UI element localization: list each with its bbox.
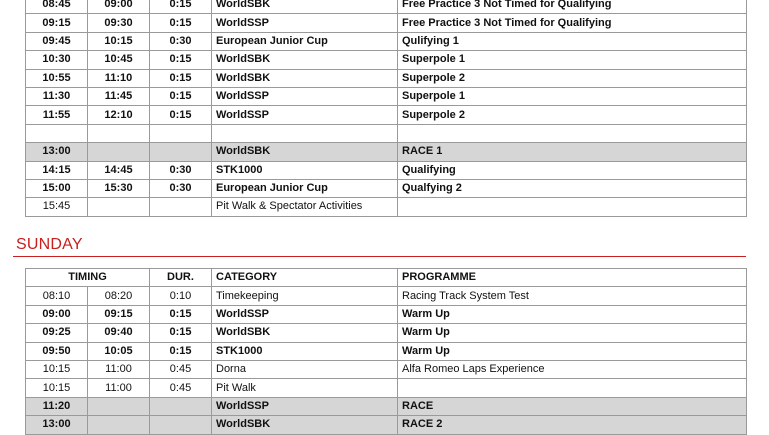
programme-cell (398, 124, 747, 142)
programme-cell: Superpole 1 (398, 87, 747, 105)
table-row (26, 342, 747, 360)
start-time-cell: 14:15 (26, 161, 88, 179)
end-time-cell: 14:45 (88, 161, 150, 179)
start-time-cell: 13:00 (26, 416, 88, 434)
programme-cell: Superpole 2 (398, 69, 747, 87)
end-time-cell: 10:05 (88, 342, 150, 360)
end-time-cell (88, 397, 150, 415)
header-duration: DUR. (150, 269, 212, 287)
start-time-cell: 09:15 (26, 14, 88, 32)
header-category: CATEGORY (212, 269, 398, 287)
sunday-schedule-body (26, 287, 747, 434)
table-row (26, 179, 747, 197)
end-time-cell: 12:10 (88, 106, 150, 124)
category-cell: Timekeeping (212, 287, 398, 305)
header-programme: PROGRAMME (398, 269, 747, 287)
duration-cell: 0:15 (150, 51, 212, 69)
programme-cell: Superpole 2 (398, 106, 747, 124)
duration-cell: 0:15 (150, 324, 212, 342)
programme-cell: Free Practice 3 Not Timed for Qualifying (398, 14, 747, 32)
category-cell: STK1000 (212, 161, 398, 179)
header-timing: TIMING (26, 269, 150, 287)
start-time-cell: 11:55 (26, 106, 88, 124)
category-cell: European Junior Cup (212, 32, 398, 50)
table-row (26, 161, 747, 179)
table-row (26, 305, 747, 323)
end-time-cell (88, 124, 150, 142)
duration-cell: 0:30 (150, 161, 212, 179)
category-cell: WorldSBK (212, 69, 398, 87)
duration-cell (150, 124, 212, 142)
end-time-cell: 09:30 (88, 14, 150, 32)
end-time-cell: 11:10 (88, 69, 150, 87)
table-header-row (26, 269, 747, 287)
category-cell: WorldSBK (212, 324, 398, 342)
table-row (26, 51, 747, 69)
programme-cell (398, 379, 747, 397)
category-cell: WorldSSP (212, 305, 398, 323)
category-cell: European Junior Cup (212, 179, 398, 197)
duration-cell: 0:45 (150, 360, 212, 378)
start-time-cell: 11:20 (26, 397, 88, 415)
category-cell: WorldSSP (212, 14, 398, 32)
start-time-cell: 10:15 (26, 360, 88, 378)
duration-cell: 0:15 (150, 87, 212, 105)
duration-cell: 0:15 (150, 69, 212, 87)
end-time-cell: 09:40 (88, 324, 150, 342)
duration-cell: 0:15 (150, 342, 212, 360)
category-cell: WorldSSP (212, 397, 398, 415)
table-row (26, 397, 747, 415)
table-row (26, 360, 747, 378)
table-row (26, 69, 747, 87)
table-row (26, 32, 747, 50)
duration-cell: 0:30 (150, 32, 212, 50)
end-time-cell: 10:15 (88, 32, 150, 50)
category-cell: WorldSBK (212, 0, 398, 14)
category-cell: Dorna (212, 360, 398, 378)
end-time-cell: 11:45 (88, 87, 150, 105)
start-time-cell: 08:10 (26, 287, 88, 305)
programme-cell: RACE 2 (398, 416, 747, 434)
start-time-cell: 08:45 (26, 0, 88, 14)
category-cell: WorldSSP (212, 106, 398, 124)
category-cell: WorldSBK (212, 51, 398, 69)
end-time-cell (88, 416, 150, 434)
table-row (26, 416, 747, 434)
table-row (26, 106, 747, 124)
category-cell: STK1000 (212, 342, 398, 360)
programme-cell: Qulifying 1 (398, 32, 747, 50)
programme-cell: Free Practice 3 Not Timed for Qualifying (398, 0, 747, 14)
start-time-cell: 10:30 (26, 51, 88, 69)
start-time-cell: 09:45 (26, 32, 88, 50)
programme-cell: RACE (398, 397, 747, 415)
end-time-cell: 11:00 (88, 360, 150, 378)
programme-cell: Warm Up (398, 324, 747, 342)
end-time-cell: 15:30 (88, 179, 150, 197)
programme-cell: Qualfying 2 (398, 179, 747, 197)
table-row (26, 379, 747, 397)
table-row (26, 14, 747, 32)
table-row (26, 124, 747, 142)
duration-cell: 0:15 (150, 305, 212, 323)
duration-cell: 0:15 (150, 106, 212, 124)
table-row (26, 143, 747, 161)
start-time-cell: 15:00 (26, 179, 88, 197)
category-cell: Pit Walk (212, 379, 398, 397)
start-time-cell: 11:30 (26, 87, 88, 105)
duration-cell (150, 143, 212, 161)
saturday-schedule-body (26, 0, 747, 216)
start-time-cell (26, 124, 88, 142)
section-divider (13, 256, 746, 257)
duration-cell: 0:45 (150, 379, 212, 397)
programme-cell: Warm Up (398, 342, 747, 360)
category-cell: WorldSSP (212, 87, 398, 105)
start-time-cell: 10:55 (26, 69, 88, 87)
start-time-cell: 13:00 (26, 143, 88, 161)
table-row (26, 324, 747, 342)
programme-cell: Qualifying (398, 161, 747, 179)
duration-cell (150, 198, 212, 216)
duration-cell: 0:30 (150, 179, 212, 197)
sunday-schedule-table (25, 268, 747, 435)
sunday-section-title: SUNDAY (16, 236, 83, 253)
duration-cell (150, 416, 212, 434)
end-time-cell: 10:45 (88, 51, 150, 69)
programme-cell: Warm Up (398, 305, 747, 323)
duration-cell: 0:10 (150, 287, 212, 305)
start-time-cell: 10:15 (26, 379, 88, 397)
table-row (26, 287, 747, 305)
end-time-cell: 09:00 (88, 0, 150, 14)
programme-cell: RACE 1 (398, 143, 747, 161)
category-cell (212, 124, 398, 142)
saturday-schedule-table (25, 0, 747, 217)
end-time-cell: 09:15 (88, 305, 150, 323)
end-time-cell: 08:20 (88, 287, 150, 305)
start-time-cell: 09:50 (26, 342, 88, 360)
start-time-cell: 09:00 (26, 305, 88, 323)
end-time-cell (88, 143, 150, 161)
category-cell: WorldSBK (212, 416, 398, 434)
start-time-cell: 15:45 (26, 198, 88, 216)
category-cell: WorldSBK (212, 143, 398, 161)
programme-cell (398, 198, 747, 216)
duration-cell: 0:15 (150, 0, 212, 14)
programme-cell: Racing Track System Test (398, 287, 747, 305)
duration-cell (150, 397, 212, 415)
end-time-cell (88, 198, 150, 216)
programme-cell: Alfa Romeo Laps Experience (398, 360, 747, 378)
category-cell: Pit Walk & Spectator Activities (212, 198, 398, 216)
duration-cell: 0:15 (150, 14, 212, 32)
start-time-cell: 09:25 (26, 324, 88, 342)
table-row (26, 0, 747, 14)
table-row (26, 87, 747, 105)
end-time-cell: 11:00 (88, 379, 150, 397)
programme-cell: Superpole 1 (398, 51, 747, 69)
table-row (26, 198, 747, 216)
